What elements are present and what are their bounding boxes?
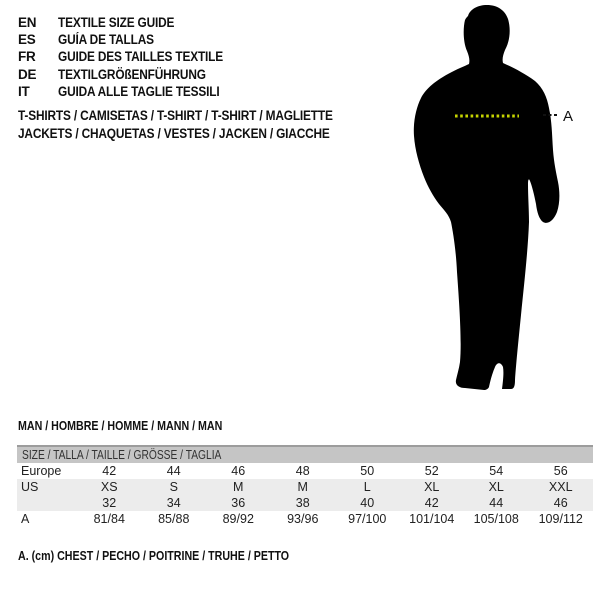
- cell: 105/108: [473, 512, 519, 526]
- cell: 81/84: [93, 512, 125, 526]
- cell: 44: [166, 464, 181, 478]
- cell: 46: [231, 464, 246, 478]
- language-code: IT: [18, 83, 30, 99]
- man-silhouette: [414, 5, 560, 390]
- cell: XL: [424, 480, 440, 494]
- language-label: GUÍA DE TALLAS: [58, 32, 154, 48]
- table-row-us: [17, 479, 593, 495]
- cell: 52: [424, 464, 439, 478]
- cell: 42: [424, 496, 439, 510]
- language-label: TEXTILE SIZE GUIDE: [58, 15, 175, 31]
- footnote-text: CHEST / PECHO / POITRINE / TRUHE / PETTO: [57, 548, 290, 563]
- table-row-us-numeric: [17, 495, 593, 511]
- cell: 101/104: [409, 512, 455, 526]
- cell: 56: [553, 464, 568, 478]
- cell: 36: [231, 496, 246, 510]
- row-label: [17, 495, 77, 511]
- size-table: [17, 445, 593, 527]
- cell: 93/96: [287, 512, 319, 526]
- cell: 46: [553, 496, 568, 510]
- language-label: GUIDE DES TAILLES TEXTILE: [58, 49, 224, 65]
- language-code: DE: [18, 66, 37, 82]
- cell: XL: [488, 480, 504, 494]
- cell: 32: [102, 496, 117, 510]
- row-label: US: [21, 480, 39, 494]
- cell: 85/88: [158, 512, 190, 526]
- table-row-europe: [17, 463, 593, 479]
- section-title-man: MAN / HOMBRE / HOMME / MANN / MAN: [18, 418, 223, 433]
- cell: 89/92: [222, 512, 254, 526]
- language-label: TEXTILGRÖßENFÜHRUNG: [58, 66, 206, 82]
- language-code: EN: [18, 15, 37, 31]
- cell: M: [233, 480, 244, 494]
- cell: 42: [102, 464, 117, 478]
- cell: 38: [295, 496, 310, 510]
- cell: M: [297, 480, 308, 494]
- row-label: Europe: [21, 464, 62, 478]
- cell: 34: [166, 496, 181, 510]
- cell: 50: [360, 464, 375, 478]
- measure-label-a: A: [563, 108, 574, 125]
- size-table-header: SIZE / TALLA / TAILLE / GRÖSSE / TAGLIA: [17, 445, 593, 463]
- language-code: FR: [18, 49, 36, 65]
- language-label: GUIDA ALLE TAGLIE TESSILI: [58, 83, 220, 99]
- cell: L: [363, 480, 371, 494]
- category-tshirts: T-SHIRTS / CAMISETAS / T-SHIRT / T-SHIRT / MAGLIETTE: [18, 108, 333, 123]
- language-code: ES: [18, 32, 36, 48]
- cell: 109/112: [538, 512, 583, 526]
- cell: 97/100: [348, 512, 387, 526]
- footnote-prefix: A. (cm): [18, 548, 55, 563]
- row-label: A: [21, 512, 30, 526]
- cell: XS: [100, 480, 118, 494]
- cell: 54: [489, 464, 504, 478]
- category-jackets: JACKETS / CHAQUETAS / VESTES / JACKEN / GIACCHE: [18, 126, 330, 141]
- table-row-chest-cm: [17, 511, 593, 527]
- cell: 48: [295, 464, 310, 478]
- measurement-footnote: [18, 548, 349, 563]
- cell: S: [169, 480, 178, 494]
- cell: XXL: [548, 480, 573, 494]
- cell: 44: [489, 496, 504, 510]
- cell: 40: [360, 496, 375, 510]
